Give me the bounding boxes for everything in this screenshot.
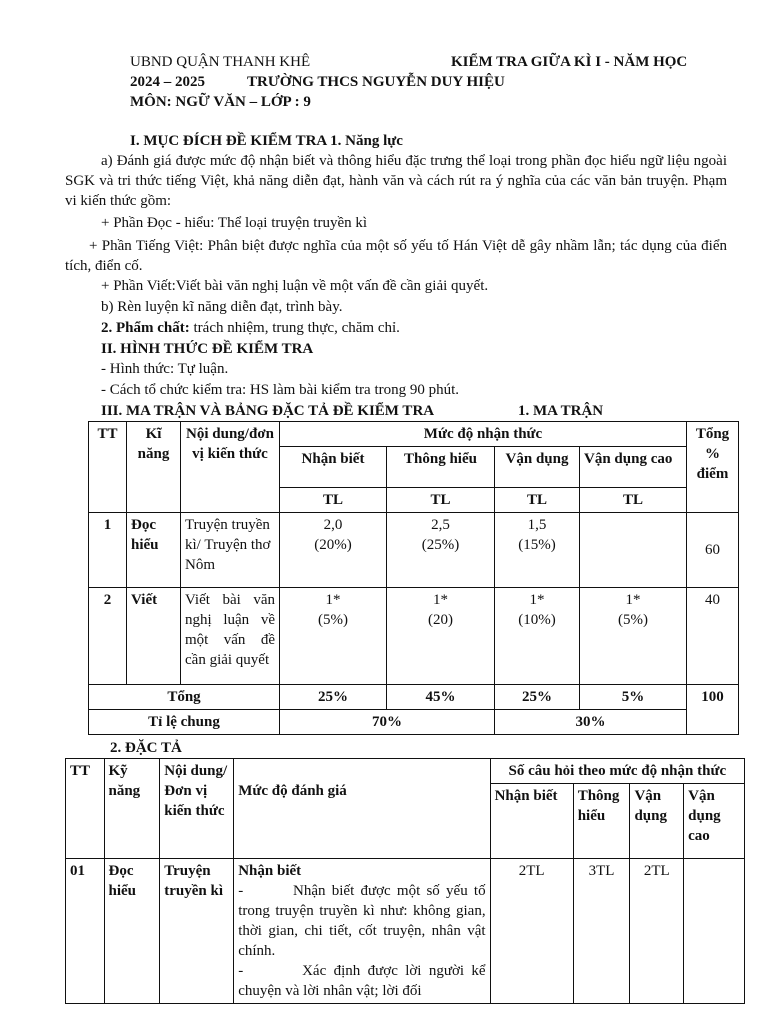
table-row [89, 513, 739, 588]
quality-label: 2. Phẩm chất: [101, 320, 190, 336]
matrix-level-apply: Vận dụng [495, 447, 580, 488]
matrix-row-2-nb [280, 588, 387, 685]
spec-level-apply: Vận dụng [630, 784, 684, 859]
matrix-row-2-tt: 2 [89, 588, 127, 685]
cell-value: 2,0 [323, 517, 343, 533]
matrix-level-recognize: Nhận biết [280, 447, 387, 488]
spec-header-tt: TT [66, 759, 105, 859]
matrix-ratio-left: 70% [280, 710, 495, 735]
matrix-sum-vd: 25% [495, 685, 580, 710]
cell-percent: (5%) [618, 612, 648, 628]
matrix-row-1-total: 60 [687, 513, 739, 588]
subject-grade: MÔN: NGỮ VĂN – LỚP : 9 [130, 94, 311, 110]
district-name: UBND QUẬN THANH KHÊ [130, 54, 311, 70]
school-name: TRƯỜNG THCS NGUYỄN DUY HIỆU [247, 74, 505, 90]
matrix-sum-label: Tổng [89, 685, 280, 710]
matrix-row-1-tt: 1 [89, 513, 127, 588]
cell-percent: (20%) [314, 537, 352, 553]
spec-row-nb: 2TL [490, 859, 573, 1004]
quality-text: trách nhiệm, trung thực, chăm chỉ. [189, 320, 400, 336]
matrix-header-skill: Kĩ năng [127, 422, 181, 513]
spec-header-level: Mức độ đánh giá [234, 759, 490, 859]
section-1-title: I. MỤC ĐÍCH ĐỀ KIỂM TRA 1. Năng lực [130, 133, 403, 149]
matrix-sum-vdc: 5% [580, 685, 687, 710]
spec-header-content: Nội dung/ Đơn vị kiến thức [160, 759, 234, 859]
matrix-row-1-nb [280, 513, 387, 588]
cell-value: 2,5 [431, 517, 450, 533]
cell-value: 1,5 [527, 517, 547, 533]
matrix-row-2-vd [495, 588, 580, 685]
section-2-title: II. HÌNH THỨC ĐỀ KIỂM TRA [101, 341, 314, 357]
spec-row-level [234, 859, 490, 1004]
matrix-row-1-vdc [580, 513, 687, 588]
matrix-tl-3: TL [495, 488, 580, 513]
matrix-header-tt: TT [89, 422, 127, 513]
spec-level-understand: Thông hiểu [573, 784, 630, 859]
matrix-header-total: Tổng % điểm [687, 422, 739, 513]
matrix-table [88, 421, 739, 735]
cell-value: 1* [625, 592, 641, 608]
exam-title: KIỂM TRA GIỮA KÌ I - NĂM HỌC [451, 54, 688, 70]
matrix-level-understand: Thông hiểu [387, 447, 495, 488]
matrix-tl-4: TL [580, 488, 687, 513]
section-1-item-writing: + Phần Viết:Viết bài văn nghị luận về một vấn đề cần giải quyết. [101, 278, 489, 294]
spec-row-level-title: Nhận biết [238, 863, 302, 879]
matrix-sum-th: 45% [387, 685, 495, 710]
spec-row-skill: Đọc hiểu [104, 859, 160, 1004]
matrix-row-1-content: Truyện truyền kì/ Truyện thơ Nôm [181, 513, 280, 588]
matrix-row-2-total: 40 [687, 588, 739, 685]
cell-percent: (15%) [518, 537, 556, 553]
spec-row-vdc [684, 859, 745, 1004]
cell-value: 1* [433, 592, 448, 608]
cell-percent: (25%) [421, 537, 460, 553]
cell-percent: (10%) [518, 612, 556, 628]
cell-percent: (5%) [318, 612, 348, 628]
matrix-row-1-th [387, 513, 495, 588]
table-row [89, 588, 739, 685]
section-2-form: - Hình thức: Tự luận. [101, 361, 229, 377]
spec-row-content: Truyện truyền kì [160, 859, 234, 1004]
section-3-title: III. MA TRẬN VÀ BẢNG ĐẶC TẢ ĐỀ KIỂM TRA [101, 403, 435, 419]
section-3-subtitle: 1. MA TRẬN [518, 403, 604, 419]
matrix-row-1-vd [495, 513, 580, 588]
matrix-row-2-content: Viết bài văn nghị luận về một vấn đề cần giải quyết [181, 588, 280, 685]
section-1-para-a: a) Đánh giá được mức độ nhận biết và thông hiểu đặc trưng thể loại trong phần đọc hiểu ngữ liệu ngoài SGK và tri thức tiếng Việt, khả năng diễn đạt, hành văn và cách rút ra ý nghĩa của các văn bản truyện. Phạm vi kiến thức gồm: [65, 153, 727, 209]
cell-value: 1* [325, 592, 341, 608]
spec-row-vd: 2TL [630, 859, 684, 1004]
spec-row-bullet-2: - Xác định được lời người kể chuyện và lời nhân vật; lời đối [238, 963, 490, 999]
cell-value: 1* [529, 592, 545, 608]
spec-row-th: 3TL [573, 859, 630, 1004]
matrix-row-1-skill: Đọc hiểu [127, 513, 181, 588]
section-1-item-reading: + Phần Đọc - hiểu: Thể loại truyện truyền kì [101, 215, 368, 231]
spec-row-bullet-1: - Nhận biết được một số yếu tố trong truyện truyền kì như: không gian, thời gian, chi tiết, cốt truyện, nhân vật chính. [238, 883, 490, 959]
matrix-row-2-th [387, 588, 495, 685]
school-year: 2024 – 2025 [130, 74, 205, 90]
spec-row-tt: 01 [66, 859, 105, 1004]
table-row [66, 859, 745, 1004]
matrix-header-level: Mức độ nhận thức [280, 422, 687, 447]
matrix-sum-total: 100 [687, 685, 739, 735]
spec-level-recognize: Nhận biết [490, 784, 573, 859]
spec-header-skill: Kỹ năng [104, 759, 160, 859]
matrix-row-2-skill: Viết [127, 588, 181, 685]
matrix-ratio-right: 30% [495, 710, 687, 735]
matrix-row-2-vdc [580, 588, 687, 685]
section-1-quality [101, 318, 400, 338]
matrix-header-content: Nội dung/đơn vị kiến thức [181, 422, 280, 513]
spec-level-apply-high: Vận dụng cao [684, 784, 745, 859]
spec-table [65, 758, 745, 1004]
section-2-organize: - Cách tổ chức kiểm tra: HS làm bài kiểm tra trong 90 phút. [101, 382, 460, 398]
spec-header-count: Số câu hỏi theo mức độ nhận thức [490, 759, 744, 784]
section-1-item-vietnamese: + Phần Tiếng Việt: Phân biệt được nghĩa của một số yếu tố Hán Việt dễ gây nhầm lẫn; tác dụng của điển tích, điển cố. [65, 238, 727, 274]
matrix-ratio-label: Tỉ lệ chung [89, 710, 280, 735]
cell-percent: (20) [428, 612, 453, 628]
matrix-level-apply-high: Vận dụng cao [580, 447, 687, 488]
spec-title: 2. ĐẶC TẢ [110, 740, 182, 756]
matrix-sum-nb: 25% [280, 685, 387, 710]
section-1-para-b: b) Rèn luyện kĩ năng diễn đạt, trình bày. [101, 299, 343, 315]
matrix-tl-2: TL [387, 488, 495, 513]
matrix-tl-1: TL [280, 488, 387, 513]
